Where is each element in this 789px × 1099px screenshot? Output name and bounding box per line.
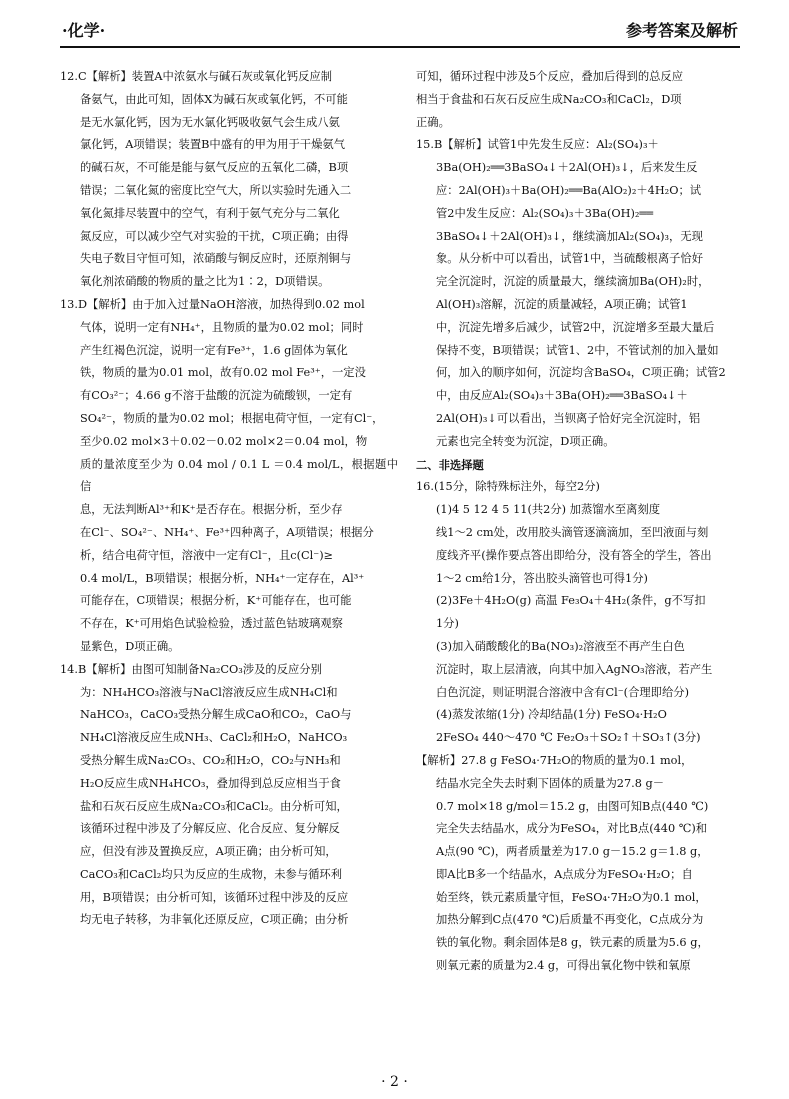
text-line: 可知，循环过程中涉及5个反应，叠加后得到的总反应 xyxy=(416,70,684,83)
text-line: 线1～2 cm处，改用胶头滴管逐滴滴加，至凹液面与刻 xyxy=(436,525,709,539)
text-line: H₂O反应生成NH₄HCO₃，叠加得到总反应相当于食 xyxy=(80,776,341,790)
text-line: 铁，物质的量为0.01 mol，故有0.02 mol Fe³⁺，一定没 xyxy=(80,366,366,380)
text-line: 0.7 mol×18 g/mol＝15.2 g，由图可知B点(440 ℃) xyxy=(436,799,709,813)
text-line: 象。从分析中可以看出，试管1中，当硫酸根离子恰好 xyxy=(436,252,704,266)
text-line: (1)4 5 12 4 5 11(共2分) 加蒸馏水至离刻度 xyxy=(436,503,661,517)
page-header xyxy=(60,14,740,48)
section-heading: 二、非选择题 xyxy=(416,457,484,472)
text-line: 至少0.02 mol×3＋0.02－0.02 mol×2＝0.04 mol，物 xyxy=(80,434,368,448)
text-line: 保持不变，B项错误；试管1、2中，不管试剂的加入量如 xyxy=(436,343,719,357)
text-line: 16.(15分，除特殊标注外，每空2分) xyxy=(416,480,600,494)
text-line: 0.4 mol/L，B项错误；根据分析，NH₄⁺一定存在，Al³⁺ xyxy=(80,571,365,585)
left-column xyxy=(60,66,398,932)
text-line: 氧化剂浓硝酸的物质的量之比为1∶2，D项错误。 xyxy=(80,275,330,289)
text-line: NH₄Cl溶液反应生成NH₃、CaCl₂和H₂O，NaHCO₃ xyxy=(80,731,348,745)
page-number: · 2 · xyxy=(381,1074,408,1090)
text-line: 错误；二氧化氮的密度比空气大，所以实验时先通入二 xyxy=(80,183,352,197)
text-line: 产生红褐色沉淀，说明一定有Fe³⁺，1.6 g固体为氧化 xyxy=(80,343,348,357)
text-line: 1～2 cm给1分，答出胶头滴管也可得1分) xyxy=(436,571,648,585)
text-line: 失电子数目守恒可知，浓硝酸与铜反应时，还原剂铜与 xyxy=(80,252,352,266)
text-line: 该循环过程中涉及了分解反应、化合反应、复分解反 xyxy=(80,822,340,836)
subject-label: ·化学· xyxy=(62,21,106,40)
text-line: 中，由反应Al₂(SO₄)₃＋3Ba(OH)₂══3BaSO₄↓＋ xyxy=(436,389,688,403)
text-line: 结晶水完全失去时剩下固体的质量为27.8 g－ xyxy=(436,776,665,790)
text-line: 14.B【解析】由图可知制备Na₂CO₃涉及的反应分别 xyxy=(60,662,322,676)
text-line: (4)蒸发浓缩(1分) 冷却结晶(1分) FeSO₄·H₂O xyxy=(436,708,667,722)
text-line: 完全沉淀时，沉淀的质量最大，继续滴加Ba(OH)₂时， xyxy=(436,275,710,289)
text-line: 用，B项错误；由分析可知，该循环过程中涉及的反应 xyxy=(80,890,349,904)
text-line: 白色沉淀，则证明混合溶液中含有Cl⁻(合理即给分) xyxy=(436,685,689,699)
text-line: 显紫色，D项正确。 xyxy=(80,639,180,653)
page-title: 参考答案及解析 xyxy=(625,21,738,40)
text-line: 沉淀时，取上层清液，向其中加入AgNO₃溶液，若产生 xyxy=(436,662,713,676)
text-line: 度线齐平(操作要点答出即给分，没有答全的学生，答出 xyxy=(436,548,712,562)
text-line: 质的量浓度至少为 0.04 mol / 0.1 L ＝0.4 mol/L，根据题中信 xyxy=(80,457,398,494)
text-line: 息，无法判断Al³⁺和K⁺是否存在。根据分析，至少存 xyxy=(80,503,343,517)
text-line: 即A比B多一个结晶水，A点成分为FeSO₄·H₂O；自 xyxy=(436,867,693,881)
text-line: 2Al(OH)₃↓可以看出，当钡离子恰好完全沉淀时，铝 xyxy=(436,411,701,425)
text-line: CaCO₃和CaCl₂均只为反应的生成物，未参与循环利 xyxy=(80,867,343,881)
text-line: 受热分解生成Na₂CO₃、CO₂和H₂O，CO₂与NH₃和 xyxy=(80,753,341,767)
text-line: 的碱石灰，不可能是能与氨气反应的五氧化二磷，B项 xyxy=(80,161,349,175)
text-line: 氧化氮排尽装置中的空气，有利于氨气充分与二氧化 xyxy=(80,206,340,220)
text-line: 加热分解到C点(470 ℃)后质量不再变化，C点成分为 xyxy=(436,913,704,927)
text-line: 是无水氯化钙，因为无水氯化钙吸收氨气会生成八氨 xyxy=(80,115,340,129)
text-line: 盐和石灰石反应生成Na₂CO₃和CaCl₂。由分析可知， xyxy=(80,799,348,813)
text-line: (2)3Fe＋4H₂O(g) 高温 Fe₃O₄＋4H₂(条件，g不写扣 xyxy=(436,594,706,608)
text-line: 应：2Al(OH)₃＋Ba(OH)₂══Ba(AlO₂)₂＋4H₂O；试 xyxy=(436,183,702,197)
text-line: 始至终，铁元素质量守恒，FeSO₄·7H₂O为0.1 mol， xyxy=(436,890,707,904)
text-line: 备氨气，由此可知，固体X为碱石灰或氧化钙，不可能 xyxy=(80,92,348,106)
text-line: NaHCO₃，CaCO₃受热分解生成CaO和CO₂，CaO与 xyxy=(80,708,352,722)
text-line: 2FeSO₄ 440～470 ℃ Fe₂O₃＋SO₂↑＋SO₃↑(3分) xyxy=(436,731,701,745)
text-line: 3BaSO₄↓＋2Al(OH)₃↓，继续滴加Al₂(SO₄)₃，无现 xyxy=(436,229,703,243)
text-line: 【解析】27.8 g FeSO₄·7H₂O的物质的量为0.1 mol， xyxy=(416,753,693,767)
text-line: 元素也完全转变为沉淀，D项正确。 xyxy=(436,434,615,448)
right-column xyxy=(416,66,742,978)
text-line: 15.B【解析】试管1中先发生反应：Al₂(SO₄)₃＋ xyxy=(416,138,659,152)
text-line: 为：NH₄HCO₃溶液与NaCl溶液反应生成NH₄Cl和 xyxy=(80,685,338,699)
text-line: 12.C【解析】装置A中浓氨水与碱石灰或氧化钙反应制 xyxy=(60,70,333,83)
text-line: 则氧元素的质量为2.4 g，可得出氧化物中铁和氧原 xyxy=(436,959,691,973)
text-line: 何，加入的顺序如何，沉淀均含BaSO₄，C项正确；试管2 xyxy=(436,366,726,380)
text-line: 中，沉淀先增多后减少，试管2中，沉淀增多至最大量后 xyxy=(436,320,715,334)
text-line: 管2中发生反应：Al₂(SO₄)₃＋3Ba(OH)₂══ xyxy=(436,206,654,220)
text-line: 氮反应，可以减少空气对实验的干扰，C项正确；由得 xyxy=(80,229,349,243)
text-line: 不存在，K⁺可用焰色试验检验，透过蓝色钴玻璃观察 xyxy=(80,617,343,631)
text-line: 氯化钙，A项错误；装置B中盛有的甲为用于干燥氨气 xyxy=(80,138,345,152)
text-line: 3Ba(OH)₂══3BaSO₄↓＋2Al(OH)₃↓，后来发生反 xyxy=(436,161,698,175)
text-line: A点(90 ℃)，两者质量差为17.0 g－15.2 g＝1.8 g， xyxy=(436,845,709,859)
text-line: 气体，说明一定有NH₄⁺，且物质的量为0.02 mol；同时 xyxy=(80,320,364,334)
text-line: 正确。 xyxy=(416,115,450,129)
text-line: 析，结合电荷守恒，溶液中一定有Cl⁻，且c(Cl⁻)≥ xyxy=(80,548,334,562)
text-line: 在Cl⁻、SO₄²⁻、NH₄⁺、Fe³⁺四种离子，A项错误；根据分 xyxy=(80,525,374,539)
text-line: Al(OH)₃溶解，沉淀的质量减轻，A项正确；试管1 xyxy=(436,297,688,311)
text-line: 13.D【解析】由于加入过量NaOH溶液，加热得到0.02 mol xyxy=(60,297,365,311)
text-line: 相当于食盐和石灰石反应生成Na₂CO₃和CaCl₂，D项 xyxy=(416,92,682,106)
text-line: 均无电子转移，为非氧化还原反应，C项正确；由分析 xyxy=(80,913,349,927)
text-line: SO₄²⁻，物质的量为0.02 mol；根据电荷守恒，一定有Cl⁻， xyxy=(80,411,384,425)
text-line: (3)加入硝酸酸化的Ba(NO₃)₂溶液至不再产生白色 xyxy=(436,639,685,653)
text-line: 铁的氧化物。剩余固体是8 g，铁元素的质量为5.6 g， xyxy=(436,936,709,950)
text-line: 可能存在，C项错误；根据分析，K⁺可能存在，也可能 xyxy=(80,594,352,608)
text-line: 完全失去结晶水，成分为FeSO₄，对比B点(440 ℃)和 xyxy=(436,822,708,836)
text-line: 有CO₃²⁻；4.66 g不溶于盐酸的沉淀为硫酸钡，一定有 xyxy=(80,389,353,403)
text-line: 1分) xyxy=(436,617,459,631)
text-line: 应，但没有涉及置换反应，A项正确；由分析可知， xyxy=(80,845,337,859)
